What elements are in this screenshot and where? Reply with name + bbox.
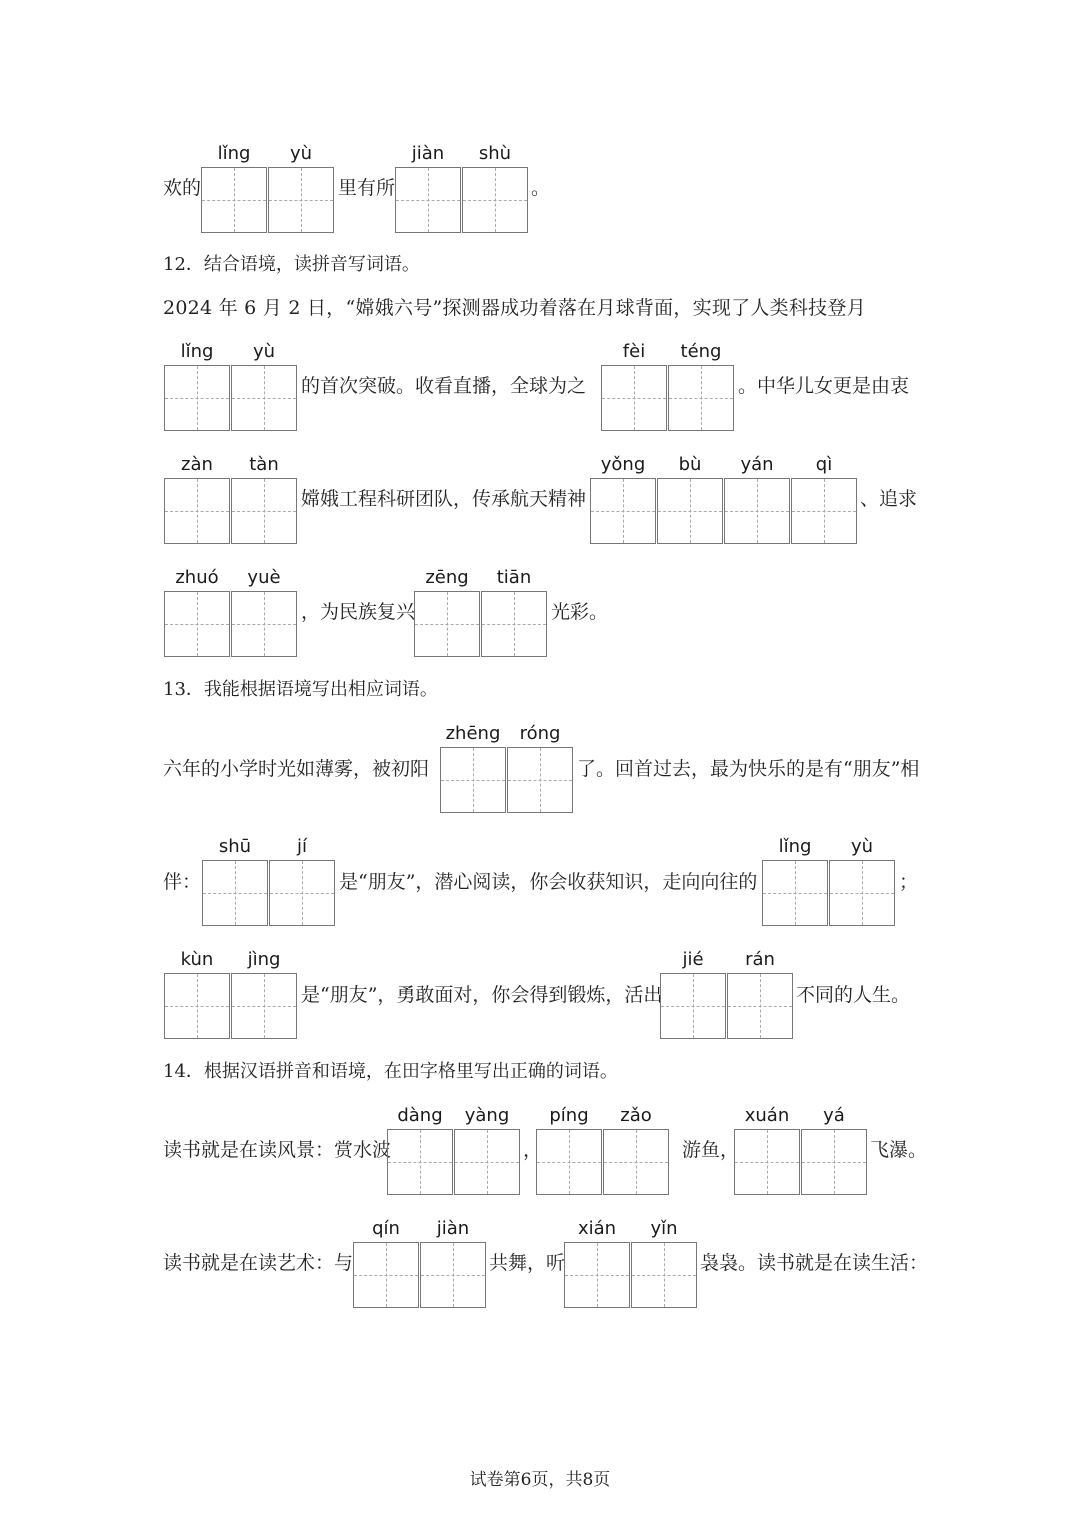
q11-text-2: 里有所 <box>338 177 396 199</box>
pinyin: shù <box>478 143 512 164</box>
tianzi-cell-input[interactable] <box>231 478 297 544</box>
tianzi-grid-group <box>201 167 335 233</box>
pinyin: róng <box>519 723 561 744</box>
tianzi-cell-input[interactable] <box>481 591 547 657</box>
pinyin: bù <box>678 454 702 475</box>
question-12-heading: 12．结合语境，读拼音写词语。 <box>163 254 420 275</box>
q13-text-c: 伴： <box>163 871 202 893</box>
pinyin: fèi <box>622 341 646 362</box>
q12-text-c: 嫦娥工程科研团队，传承航天精神 <box>301 488 587 510</box>
tianzi-grid-group <box>734 1129 868 1195</box>
tianzi-cell-input[interactable] <box>724 478 790 544</box>
pinyin: kùn <box>180 949 214 970</box>
tianzi-grid-group <box>164 365 298 431</box>
tianzi-cell-input[interactable] <box>734 1129 800 1195</box>
q14-text-e: 读书就是在读艺术：与 <box>163 1252 354 1274</box>
pinyin: jiàn <box>411 143 445 164</box>
tianzi-cell-input[interactable] <box>801 1129 867 1195</box>
pinyin: jìng <box>247 949 281 970</box>
tianzi-cell-input[interactable] <box>164 591 230 657</box>
tianzi-cell-input[interactable] <box>564 1242 630 1308</box>
tianzi-cell-input[interactable] <box>420 1242 486 1308</box>
q13-text-b: 了。回首过去，最为快乐的是有“朋友”相 <box>577 758 920 780</box>
tianzi-cell-input[interactable] <box>668 365 734 431</box>
tianzi-grid-group <box>353 1242 487 1308</box>
tianzi-grid-group <box>164 591 298 657</box>
q12-text-f: 光彩。 <box>551 601 609 623</box>
q14-text-b: ， <box>523 1139 543 1161</box>
pinyin: dàng <box>397 1105 443 1126</box>
tianzi-cell-input[interactable] <box>231 591 297 657</box>
page-footer: 试卷第6页，共8页 <box>469 1470 611 1490</box>
tianzi-cell-input[interactable] <box>601 365 667 431</box>
q13-text-a: 六年的小学时光如薄雾，被初阳 <box>163 758 430 780</box>
pinyin: yù <box>850 836 874 857</box>
pinyin: yù <box>252 341 276 362</box>
pinyin: lǐng <box>217 143 251 164</box>
tianzi-cell-input[interactable] <box>353 1242 419 1308</box>
pinyin: zēng <box>425 567 469 588</box>
tianzi-cell-input[interactable] <box>202 860 268 926</box>
pinyin: zàn <box>181 454 213 475</box>
tianzi-cell-input[interactable] <box>603 1129 669 1195</box>
pinyin: lǐng <box>778 836 812 857</box>
q11-text-1: 欢的 <box>163 177 202 199</box>
tianzi-cell-input[interactable] <box>164 365 230 431</box>
pinyin: jí <box>296 836 307 857</box>
pinyin: jié <box>682 949 704 970</box>
tianzi-cell-input[interactable] <box>268 167 334 233</box>
pinyin: yuè <box>247 567 281 588</box>
tianzi-cell-input[interactable] <box>507 747 573 813</box>
pinyin: zhēng <box>445 723 501 744</box>
tianzi-cell-input[interactable] <box>440 747 506 813</box>
tianzi-cell-input[interactable] <box>231 365 297 431</box>
tianzi-cell-input[interactable] <box>536 1129 602 1195</box>
q13-text-d: 是“朋友”，潜心阅读，你会收获知识，走向向往的 <box>339 871 758 893</box>
tianzi-grid-group <box>202 860 336 926</box>
pinyin: shū <box>218 836 252 857</box>
q12-text-b: 。中华儿女更是由衷 <box>738 375 910 397</box>
tianzi-cell-input[interactable] <box>791 478 857 544</box>
tianzi-cell-input[interactable] <box>590 478 656 544</box>
tianzi-cell-input[interactable] <box>414 591 480 657</box>
q14-text-f: 共舞，听 <box>489 1252 566 1274</box>
q12-line-1: 2024 年 6 月 2 日，“嫦娥六号”探测器成功着落在月球背面，实现了人类科技登月 <box>163 297 866 319</box>
tianzi-cell-input[interactable] <box>387 1129 453 1195</box>
question-14-heading: 14．根据汉语拼音和语境，在田字格里写出正确的词语。 <box>163 1061 618 1082</box>
tianzi-grid-group <box>536 1129 670 1195</box>
pinyin: yǐn <box>650 1218 678 1239</box>
pinyin: yǒng <box>600 454 646 475</box>
pinyin: xuán <box>744 1105 790 1126</box>
tianzi-cell-input[interactable] <box>829 860 895 926</box>
tianzi-grid-group <box>395 167 529 233</box>
tianzi-cell-input[interactable] <box>454 1129 520 1195</box>
pinyin: jiàn <box>436 1218 470 1239</box>
q13-text-e: ； <box>899 871 919 893</box>
pinyin: yá <box>823 1105 845 1126</box>
tianzi-grid-group <box>164 973 298 1039</box>
tianzi-cell-input[interactable] <box>164 973 230 1039</box>
q13-text-f: 是“朋友”，勇敢面对，你会得到锻炼，活出 <box>301 984 663 1006</box>
tianzi-cell-input[interactable] <box>657 478 723 544</box>
tianzi-cell-input[interactable] <box>631 1242 697 1308</box>
pinyin: yù <box>289 143 313 164</box>
pinyin: qín <box>372 1218 400 1239</box>
tianzi-grid-group <box>414 591 548 657</box>
q12-text-e: ，为民族复兴 <box>301 601 416 623</box>
tianzi-grid-group <box>660 973 794 1039</box>
tianzi-cell-input[interactable] <box>762 860 828 926</box>
q12-text-d: 、追求 <box>860 488 918 510</box>
tianzi-grid-group <box>440 747 574 813</box>
tianzi-grid-group <box>601 365 735 431</box>
question-13-heading: 13．我能根据语境写出相应词语。 <box>163 679 438 700</box>
pinyin: rán <box>745 949 775 970</box>
q13-text-g: 不同的人生。 <box>796 984 911 1006</box>
tianzi-grid-group <box>762 860 896 926</box>
tianzi-grid-group <box>387 1129 521 1195</box>
pinyin: zǎo <box>620 1105 652 1126</box>
pinyin: qì <box>815 454 833 475</box>
pinyin: yàng <box>464 1105 510 1126</box>
pinyin: zhuó <box>175 567 219 588</box>
tianzi-cell-input[interactable] <box>727 973 793 1039</box>
q14-text-d: 飞瀑。 <box>870 1139 928 1161</box>
tianzi-cell-input[interactable] <box>231 973 297 1039</box>
tianzi-grid-group <box>564 1242 698 1308</box>
pinyin: tàn <box>249 454 279 475</box>
tianzi-cell-input[interactable] <box>269 860 335 926</box>
q14-text-g: 袅袅。读书就是在读生活： <box>700 1252 929 1274</box>
tianzi-grid-group <box>164 478 298 544</box>
pinyin: lǐng <box>180 341 214 362</box>
tianzi-cell-input[interactable] <box>201 167 267 233</box>
pinyin: xián <box>577 1218 617 1239</box>
tianzi-cell-input[interactable] <box>660 973 726 1039</box>
pinyin: yán <box>740 454 774 475</box>
pinyin: tiān <box>496 567 532 588</box>
tianzi-cell-input[interactable] <box>164 478 230 544</box>
pinyin: píng <box>549 1105 589 1126</box>
q14-text-c: 游鱼， <box>682 1139 740 1161</box>
pinyin: téng <box>680 341 722 362</box>
q12-text-a: 的首次突破。收看直播，全球为之 <box>301 375 587 397</box>
tianzi-grid-group <box>590 478 858 544</box>
tianzi-cell-input[interactable] <box>462 167 528 233</box>
q14-text-a: 读书就是在读风景：赏水波 <box>163 1139 392 1161</box>
q11-text-3: 。 <box>531 177 551 199</box>
tianzi-cell-input[interactable] <box>395 167 461 233</box>
